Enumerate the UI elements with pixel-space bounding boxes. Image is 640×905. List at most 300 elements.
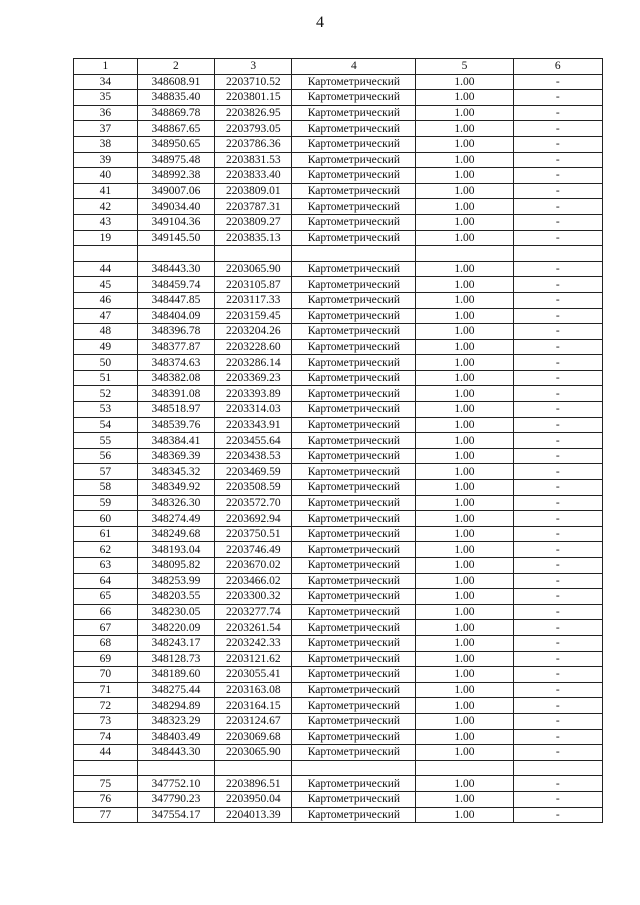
table-cell: -	[513, 589, 602, 605]
table-cell: Картометрический	[292, 355, 416, 371]
table-cell: Картометрический	[292, 448, 416, 464]
table-cell: -	[513, 74, 602, 90]
table-cell: 58	[74, 480, 138, 496]
table-cell: Картометрический	[292, 214, 416, 230]
table-cell: 348128.73	[137, 651, 214, 667]
table-cell: 2203835.13	[215, 230, 292, 246]
table-row	[74, 417, 603, 433]
table-cell: 2203065.90	[215, 261, 292, 277]
table-cell: 348835.40	[137, 90, 214, 106]
table-cell: -	[513, 558, 602, 574]
table-row	[74, 635, 603, 651]
column-header: 2	[137, 59, 214, 75]
table-cell: -	[513, 90, 602, 106]
table-cell: 348203.55	[137, 589, 214, 605]
table-cell: 2203793.05	[215, 121, 292, 137]
table-cell	[215, 760, 292, 776]
table-cell	[292, 760, 416, 776]
table-row	[74, 589, 603, 605]
table-cell: 37	[74, 121, 138, 137]
table-cell	[416, 246, 513, 262]
table-cell: 74	[74, 729, 138, 745]
table-cell	[74, 246, 138, 262]
table-cell: -	[513, 277, 602, 293]
table-cell: 57	[74, 464, 138, 480]
table-row	[74, 90, 603, 106]
table-cell: -	[513, 464, 602, 480]
table-cell: Картометрический	[292, 480, 416, 496]
table-cell: 53	[74, 402, 138, 418]
table-cell: 2203670.02	[215, 558, 292, 574]
table-cell: 1.00	[416, 121, 513, 137]
table-cell: -	[513, 604, 602, 620]
table-cell: 2203833.40	[215, 168, 292, 184]
table-cell: Картометрический	[292, 495, 416, 511]
table-cell: 348243.17	[137, 635, 214, 651]
table-cell: 73	[74, 713, 138, 729]
table-cell: 348294.89	[137, 698, 214, 714]
table-cell: 1.00	[416, 745, 513, 761]
table-cell	[137, 760, 214, 776]
table-cell: Картометрический	[292, 667, 416, 683]
table-row	[74, 292, 603, 308]
table-cell: 52	[74, 386, 138, 402]
table-cell: 2203692.94	[215, 511, 292, 527]
table-cell: 348374.63	[137, 355, 214, 371]
table-cell: 348377.87	[137, 339, 214, 355]
table-cell: 348403.49	[137, 729, 214, 745]
table-cell: Картометрический	[292, 324, 416, 340]
table-cell: 1.00	[416, 136, 513, 152]
table-row	[74, 199, 603, 215]
table-cell: 349104.36	[137, 214, 214, 230]
table-cell: 36	[74, 105, 138, 121]
table-cell: 66	[74, 604, 138, 620]
table-cell: Картометрический	[292, 386, 416, 402]
table-cell: -	[513, 370, 602, 386]
table-cell: 44	[74, 745, 138, 761]
table-row	[74, 183, 603, 199]
table-cell: 2203159.45	[215, 308, 292, 324]
table-cell: 59	[74, 495, 138, 511]
table-cell: 65	[74, 589, 138, 605]
table-cell: -	[513, 324, 602, 340]
table-cell: 41	[74, 183, 138, 199]
table-cell: 35	[74, 90, 138, 106]
table-cell: 2203393.89	[215, 386, 292, 402]
table-cell: Картометрический	[292, 339, 416, 355]
table-cell: 348253.99	[137, 573, 214, 589]
table-cell: 348382.08	[137, 370, 214, 386]
table-cell: 348230.05	[137, 604, 214, 620]
table-cell: -	[513, 573, 602, 589]
table-cell: 2203826.95	[215, 105, 292, 121]
table-cell: -	[513, 682, 602, 698]
table-cell: Картометрический	[292, 230, 416, 246]
table-cell: Картометрический	[292, 620, 416, 636]
table-cell: 2203369.23	[215, 370, 292, 386]
table-cell: 348274.49	[137, 511, 214, 527]
table-cell: -	[513, 791, 602, 807]
table-cell: -	[513, 230, 602, 246]
table-row	[74, 745, 603, 761]
table-cell: 347554.17	[137, 807, 214, 823]
table-row	[74, 261, 603, 277]
table-cell: 348867.65	[137, 121, 214, 137]
table-cell: 2203121.62	[215, 651, 292, 667]
table-row	[74, 386, 603, 402]
table-cell: 2203950.04	[215, 791, 292, 807]
table-cell: 349034.40	[137, 199, 214, 215]
table-cell: Картометрический	[292, 573, 416, 589]
table-cell: 63	[74, 558, 138, 574]
table-cell: 348189.60	[137, 667, 214, 683]
table-cell: 1.00	[416, 152, 513, 168]
table-cell: Картометрический	[292, 745, 416, 761]
table-cell: -	[513, 776, 602, 792]
table-cell: Картометрический	[292, 791, 416, 807]
table-cell: 50	[74, 355, 138, 371]
table-cell: 348443.30	[137, 745, 214, 761]
table-cell: 348404.09	[137, 308, 214, 324]
table-row	[74, 495, 603, 511]
table-cell: 70	[74, 667, 138, 683]
table-cell: 348349.92	[137, 480, 214, 496]
table-cell: 2203343.91	[215, 417, 292, 433]
table-cell: 1.00	[416, 776, 513, 792]
table-cell	[513, 246, 602, 262]
table-cell: Картометрический	[292, 152, 416, 168]
table-cell: 348539.76	[137, 417, 214, 433]
table-cell: 1.00	[416, 355, 513, 371]
table-cell: Картометрический	[292, 370, 416, 386]
table-cell: 1.00	[416, 573, 513, 589]
table-cell: Картометрический	[292, 604, 416, 620]
table-row	[74, 729, 603, 745]
table-cell: 2203065.90	[215, 745, 292, 761]
table-cell: 348608.91	[137, 74, 214, 90]
table-cell: -	[513, 386, 602, 402]
table-cell: Картометрический	[292, 542, 416, 558]
table-cell: 1.00	[416, 433, 513, 449]
table-cell: 72	[74, 698, 138, 714]
table-cell	[74, 760, 138, 776]
table-row	[74, 214, 603, 230]
table-row	[74, 402, 603, 418]
table-cell: 1.00	[416, 807, 513, 823]
table-row	[74, 604, 603, 620]
table-cell: Картометрический	[292, 526, 416, 542]
table-cell: 19	[74, 230, 138, 246]
table-cell: 348443.30	[137, 261, 214, 277]
table-cell: 1.00	[416, 402, 513, 418]
table-row	[74, 355, 603, 371]
table-cell: -	[513, 480, 602, 496]
table-cell: 2203455.64	[215, 433, 292, 449]
table-cell: 1.00	[416, 480, 513, 496]
table-cell: 34	[74, 74, 138, 90]
table-cell: 71	[74, 682, 138, 698]
table-cell: Картометрический	[292, 136, 416, 152]
table-cell: Картометрический	[292, 729, 416, 745]
table-cell: 348975.48	[137, 152, 214, 168]
table-cell: 2203124.67	[215, 713, 292, 729]
table-cell: 1.00	[416, 277, 513, 293]
table-cell: 1.00	[416, 370, 513, 386]
table-row	[74, 433, 603, 449]
table-cell: 2203469.59	[215, 464, 292, 480]
table-cell: 1.00	[416, 682, 513, 698]
table-cell: -	[513, 495, 602, 511]
table-row	[74, 713, 603, 729]
table-cell: 64	[74, 573, 138, 589]
table-row	[74, 370, 603, 386]
table-cell	[137, 246, 214, 262]
table-cell: -	[513, 261, 602, 277]
table-cell: 76	[74, 791, 138, 807]
table-cell: Картометрический	[292, 635, 416, 651]
table-cell: 1.00	[416, 713, 513, 729]
table-cell: Картометрический	[292, 698, 416, 714]
table-cell: -	[513, 526, 602, 542]
table-cell: 61	[74, 526, 138, 542]
table-cell: 39	[74, 152, 138, 168]
table-cell: 56	[74, 448, 138, 464]
table-cell	[513, 760, 602, 776]
table-cell: -	[513, 635, 602, 651]
table-cell: 2203055.41	[215, 667, 292, 683]
table-cell: 2203438.53	[215, 448, 292, 464]
table-row	[74, 776, 603, 792]
table-row	[74, 651, 603, 667]
table-cell: 1.00	[416, 308, 513, 324]
table-cell: -	[513, 308, 602, 324]
table-cell: -	[513, 355, 602, 371]
table-cell: 45	[74, 277, 138, 293]
table-cell: 1.00	[416, 729, 513, 745]
table-cell: 1.00	[416, 558, 513, 574]
table-cell: 2203801.15	[215, 90, 292, 106]
table-cell	[416, 760, 513, 776]
table-cell: 348193.04	[137, 542, 214, 558]
table-cell	[215, 246, 292, 262]
table-cell: 51	[74, 370, 138, 386]
table-cell: 2203786.36	[215, 136, 292, 152]
table-cell: -	[513, 214, 602, 230]
table-row	[74, 339, 603, 355]
table-cell: 1.00	[416, 667, 513, 683]
table-cell: 1.00	[416, 526, 513, 542]
table-cell: 1.00	[416, 791, 513, 807]
table-cell: 2203896.51	[215, 776, 292, 792]
table-cell: 1.00	[416, 698, 513, 714]
table-cell: Картометрический	[292, 713, 416, 729]
table-cell: -	[513, 183, 602, 199]
table-cell: Картометрический	[292, 417, 416, 433]
table-header-row	[74, 59, 603, 75]
table-cell: -	[513, 807, 602, 823]
table-cell: 1.00	[416, 448, 513, 464]
table-cell: 348459.74	[137, 277, 214, 293]
table-cell: -	[513, 745, 602, 761]
table-cell: 1.00	[416, 168, 513, 184]
table-cell: -	[513, 105, 602, 121]
table-cell: 2203163.08	[215, 682, 292, 698]
table-cell: -	[513, 292, 602, 308]
table-cell: 75	[74, 776, 138, 792]
table-cell: 349007.06	[137, 183, 214, 199]
table-cell: -	[513, 136, 602, 152]
table-cell: 1.00	[416, 651, 513, 667]
table-cell: 348391.08	[137, 386, 214, 402]
table-cell: 54	[74, 417, 138, 433]
table-cell: 2203831.53	[215, 152, 292, 168]
table-cell: 2203261.54	[215, 620, 292, 636]
table-cell: 62	[74, 542, 138, 558]
table-cell: -	[513, 729, 602, 745]
table-row	[74, 807, 603, 823]
coordinates-table	[73, 58, 603, 823]
table-cell: -	[513, 542, 602, 558]
table-cell: -	[513, 651, 602, 667]
table-cell: 348249.68	[137, 526, 214, 542]
table-cell: 2203809.01	[215, 183, 292, 199]
table-cell: 1.00	[416, 417, 513, 433]
table-cell: 44	[74, 261, 138, 277]
table-cell: Картометрический	[292, 168, 416, 184]
table-cell: 68	[74, 635, 138, 651]
table-row	[74, 168, 603, 184]
table-cell: 1.00	[416, 292, 513, 308]
table-cell: 2203746.49	[215, 542, 292, 558]
table-cell: 1.00	[416, 542, 513, 558]
table-cell: 1.00	[416, 199, 513, 215]
column-header: 4	[292, 59, 416, 75]
table-cell: Картометрический	[292, 90, 416, 106]
table-cell: -	[513, 713, 602, 729]
table-cell: -	[513, 402, 602, 418]
table-cell: 347790.23	[137, 791, 214, 807]
table-cell: 348869.78	[137, 105, 214, 121]
table-cell: 348396.78	[137, 324, 214, 340]
table-cell: 2203277.74	[215, 604, 292, 620]
table-row	[74, 448, 603, 464]
table-cell: 2203164.15	[215, 698, 292, 714]
table-cell: 2203572.70	[215, 495, 292, 511]
table-cell: 1.00	[416, 589, 513, 605]
table-cell: 348369.39	[137, 448, 214, 464]
table-cell: 348950.65	[137, 136, 214, 152]
table-cell: Картометрический	[292, 308, 416, 324]
table-cell	[292, 246, 416, 262]
table-cell: 2203069.68	[215, 729, 292, 745]
table-cell: 67	[74, 620, 138, 636]
table-cell: 38	[74, 136, 138, 152]
table-cell: -	[513, 417, 602, 433]
table-cell: -	[513, 620, 602, 636]
table-cell: -	[513, 168, 602, 184]
table-cell: Картометрический	[292, 105, 416, 121]
table-row	[74, 464, 603, 480]
table-cell: 348275.44	[137, 682, 214, 698]
table-cell: 2203710.52	[215, 74, 292, 90]
table-cell: 349145.50	[137, 230, 214, 246]
table-cell: Картометрический	[292, 292, 416, 308]
table-cell: 1.00	[416, 230, 513, 246]
table-cell: 2203105.87	[215, 277, 292, 293]
table-cell: Картометрический	[292, 682, 416, 698]
table-cell: 1.00	[416, 339, 513, 355]
table-row	[74, 511, 603, 527]
table-cell: Картометрический	[292, 199, 416, 215]
table-cell: 77	[74, 807, 138, 823]
table-row	[74, 136, 603, 152]
table-cell: 1.00	[416, 74, 513, 90]
table-cell: Картометрический	[292, 402, 416, 418]
table-cell: 1.00	[416, 261, 513, 277]
table-row	[74, 698, 603, 714]
table-cell: 2203286.14	[215, 355, 292, 371]
table-cell: 348447.85	[137, 292, 214, 308]
table-cell: 348518.97	[137, 402, 214, 418]
table-cell: 348095.82	[137, 558, 214, 574]
table-row	[74, 558, 603, 574]
table-cell: Картометрический	[292, 776, 416, 792]
table-cell: 348992.38	[137, 168, 214, 184]
table-cell: Картометрический	[292, 183, 416, 199]
table-cell: 348384.41	[137, 433, 214, 449]
table-cell: -	[513, 511, 602, 527]
table-cell: 40	[74, 168, 138, 184]
table-cell: -	[513, 667, 602, 683]
table-cell: 1.00	[416, 90, 513, 106]
table-cell: 2203314.03	[215, 402, 292, 418]
table-row	[74, 277, 603, 293]
table-cell: 2203228.60	[215, 339, 292, 355]
column-header: 1	[74, 59, 138, 75]
column-header: 5	[416, 59, 513, 75]
table-cell: 1.00	[416, 105, 513, 121]
table-row	[74, 152, 603, 168]
table-cell: 348345.32	[137, 464, 214, 480]
table-row	[74, 791, 603, 807]
table-cell: Картометрический	[292, 807, 416, 823]
table-cell: 2203809.27	[215, 214, 292, 230]
table-row	[74, 121, 603, 137]
table-row	[74, 542, 603, 558]
table-cell: 1.00	[416, 635, 513, 651]
table-cell: 43	[74, 214, 138, 230]
table-cell: 1.00	[416, 214, 513, 230]
table-cell: 60	[74, 511, 138, 527]
table-row	[74, 682, 603, 698]
table-cell: 42	[74, 199, 138, 215]
table-cell: -	[513, 433, 602, 449]
table-cell: 1.00	[416, 464, 513, 480]
table-cell: 348326.30	[137, 495, 214, 511]
table-cell: 49	[74, 339, 138, 355]
table-row	[74, 308, 603, 324]
table-cell: 2204013.39	[215, 807, 292, 823]
table-cell: Картометрический	[292, 433, 416, 449]
table-cell: 1.00	[416, 183, 513, 199]
table-cell: 348220.09	[137, 620, 214, 636]
table-cell: Картометрический	[292, 589, 416, 605]
table-cell: 47	[74, 308, 138, 324]
table-row	[74, 74, 603, 90]
table-cell: -	[513, 448, 602, 464]
table-cell: Картометрический	[292, 511, 416, 527]
